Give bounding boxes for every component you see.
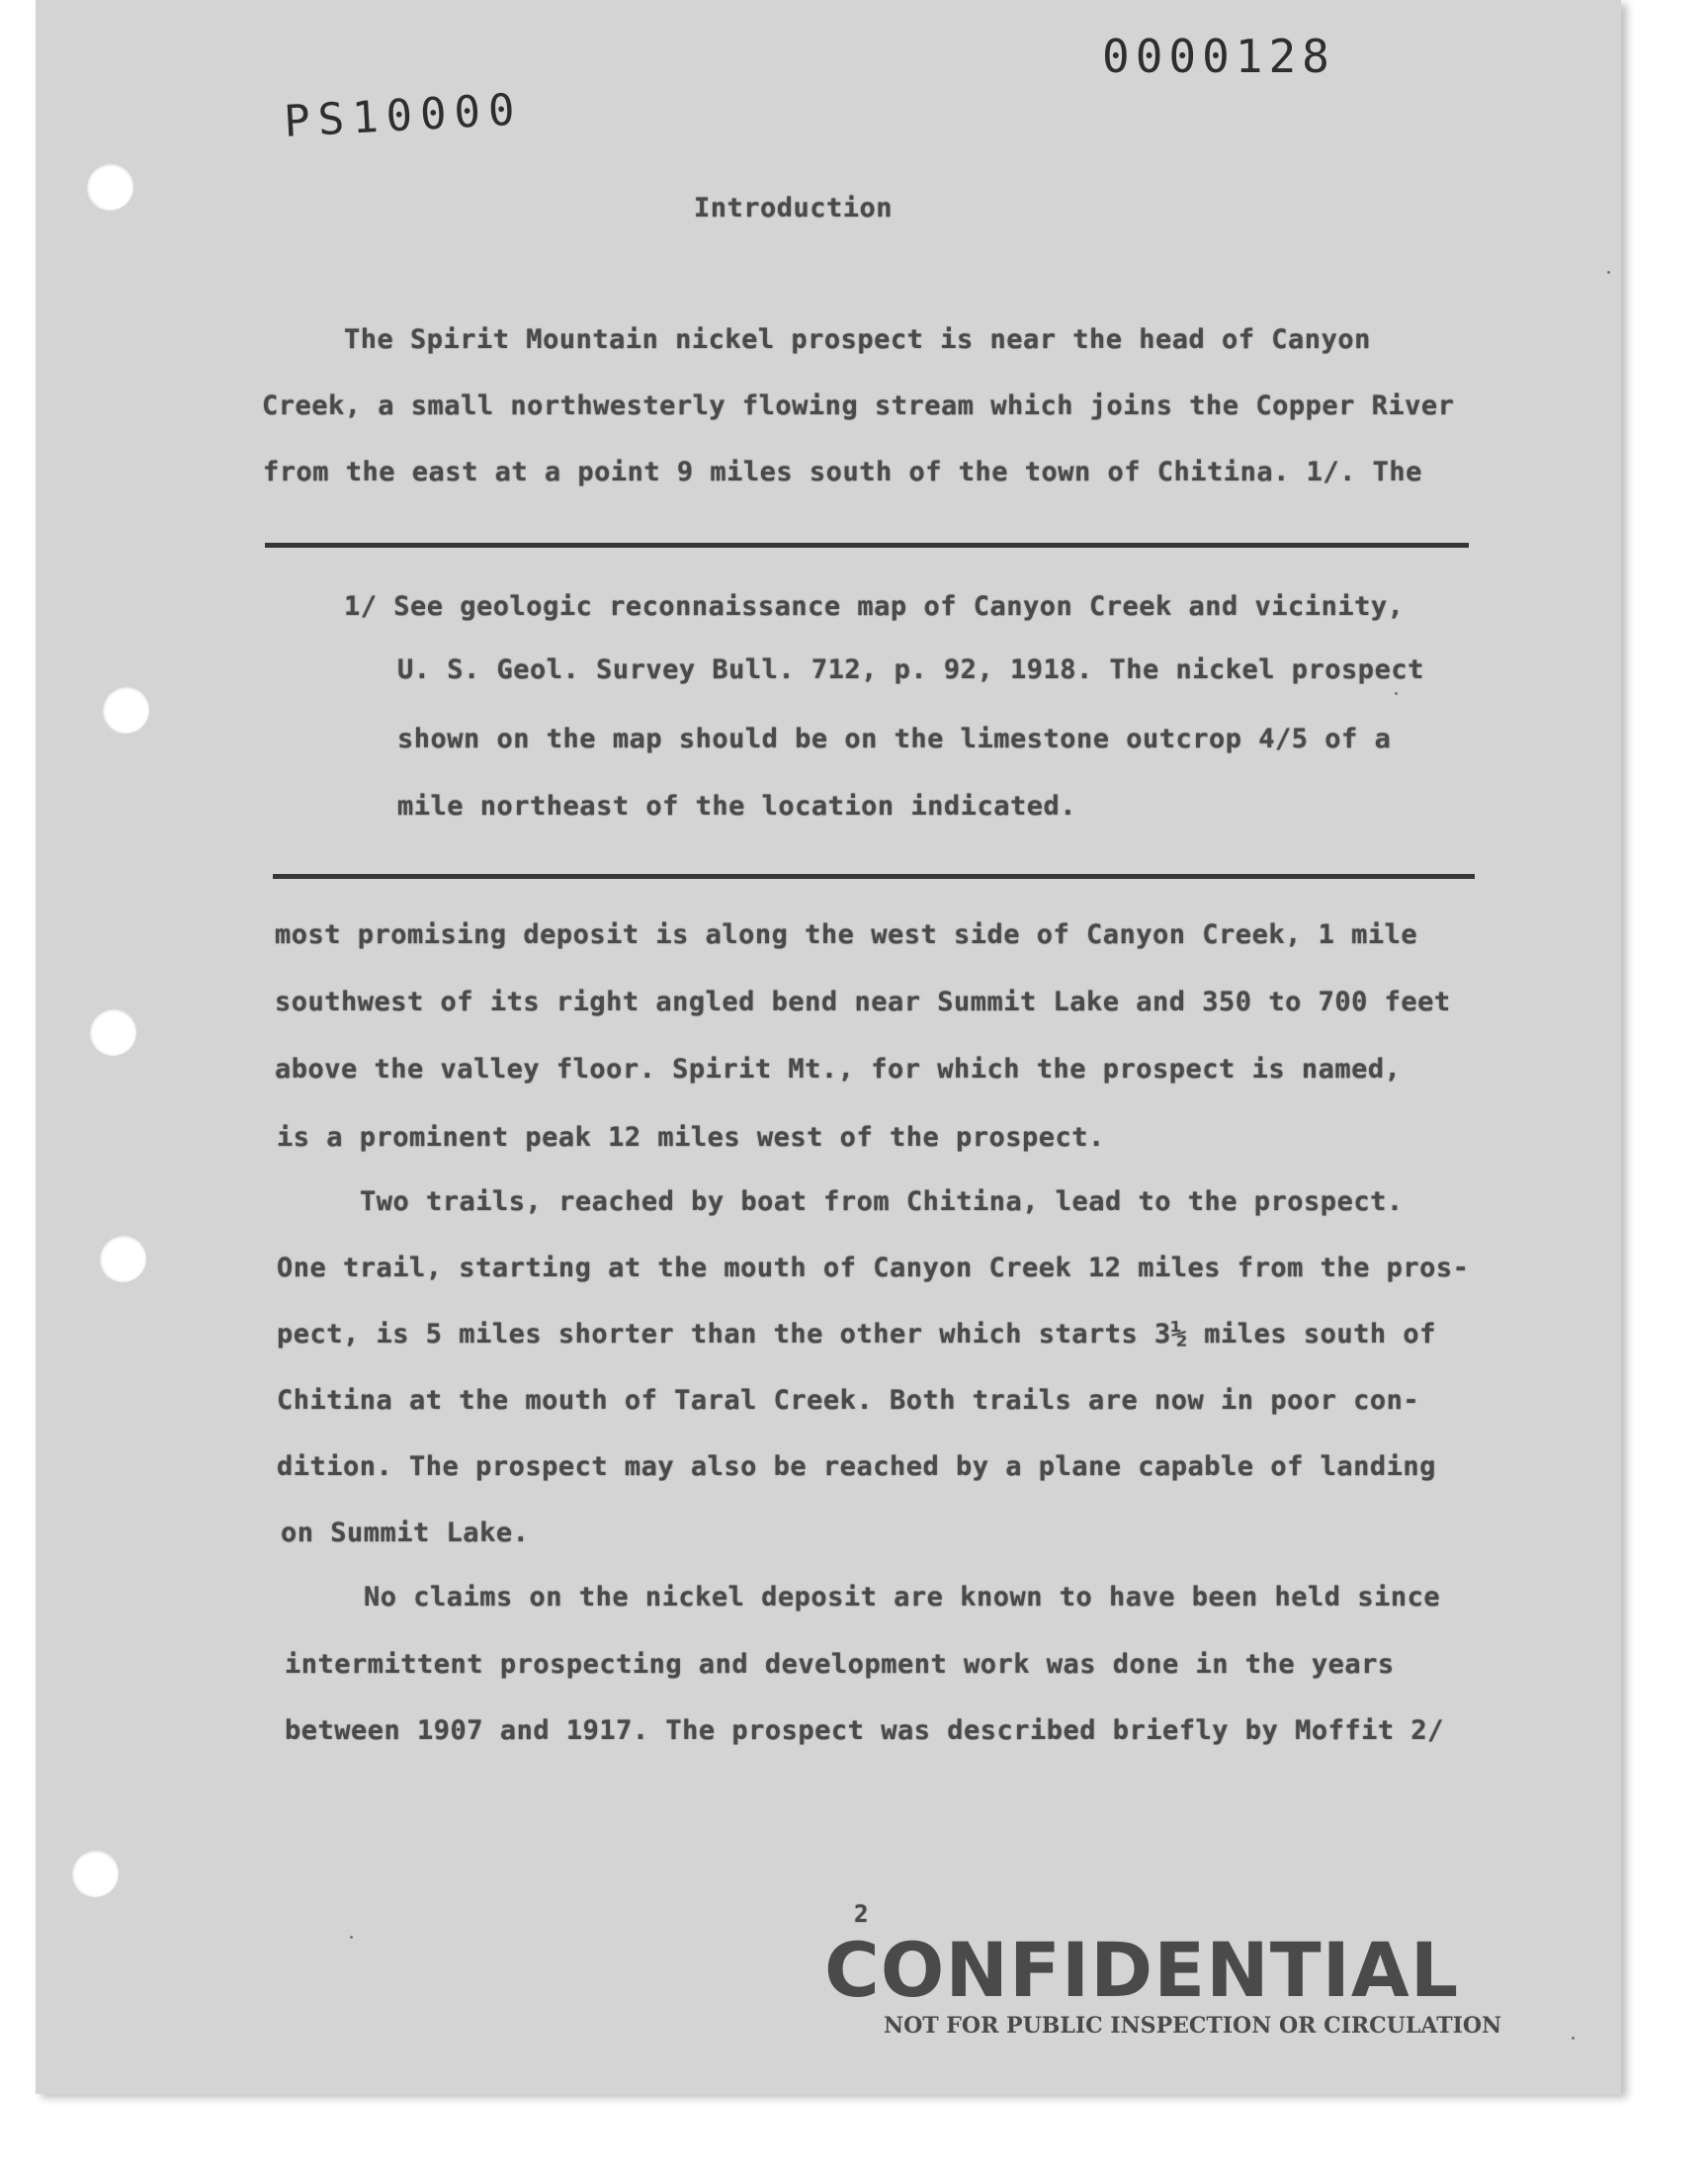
paper-speck bbox=[350, 1936, 353, 1939]
paragraph-line: above the valley floor. Spirit Mt., for which the prospect is named, bbox=[275, 1054, 1402, 1085]
paragraph-line: intermittent prospecting and development work was done in the years bbox=[285, 1649, 1395, 1680]
paragraph-line: is a prominent peak 12 miles west of the prospect. bbox=[277, 1122, 1105, 1153]
footnote-line: U. S. Geol. Survey Bull. 712, p. 92, 1918. The nickel prospect bbox=[397, 654, 1424, 685]
paper-speck bbox=[1395, 692, 1398, 695]
footnote-rule-top bbox=[265, 543, 1469, 548]
document-page bbox=[36, 0, 1621, 2094]
paragraph-line: Chitina at the mouth of Taral Creek. Both trails are now in poor con- bbox=[277, 1385, 1420, 1416]
binder-hole bbox=[102, 686, 149, 734]
footnote-line: mile northeast of the location indicated. bbox=[397, 791, 1076, 822]
stamp-subtitle: NOT FOR PUBLIC INSPECTION OR CIRCULATION bbox=[884, 2013, 1502, 2039]
binder-hole bbox=[71, 1850, 119, 1897]
paragraph-line: dition. The prospect may also be reached by a plane capable of landing bbox=[277, 1451, 1436, 1482]
footnote-line: 1/ See geologic reconnaissance map of Canyon Creek and vicinity, bbox=[344, 591, 1405, 622]
paragraph-line: pect, is 5 miles shorter than the other which starts 3½ miles south of bbox=[277, 1319, 1436, 1349]
paragraph-line: between 1907 and 1917. The prospect was described briefly by Moffit 2/ bbox=[285, 1715, 1444, 1746]
paragraph-line: most promising deposit is along the west side of Canyon Creek, 1 mile bbox=[275, 919, 1418, 950]
document-number: 0000128 bbox=[1102, 30, 1335, 83]
paragraph-line: Two trails, reached by boat from Chitina, lead to the prospect. bbox=[360, 1186, 1404, 1217]
paper-speck bbox=[1572, 2037, 1575, 2040]
binder-hole bbox=[89, 1008, 136, 1056]
paper-speck bbox=[1607, 271, 1610, 274]
paragraph-line: from the east at a point 9 miles south of the town of Chitina. 1/. The bbox=[263, 457, 1422, 487]
confidential-stamp: CONFIDENTIAL bbox=[824, 1926, 1460, 2014]
footnote-line: shown on the map should be on the limestone outcrop 4/5 of a bbox=[397, 724, 1392, 754]
paragraph-line: The Spirit Mountain nickel prospect is near the head of Canyon bbox=[344, 324, 1371, 355]
paragraph-line: Creek, a small northwesterly flowing stream which joins the Copper River bbox=[262, 391, 1455, 421]
footnote-rule-bottom bbox=[273, 874, 1475, 879]
page-title: Introduction bbox=[694, 193, 894, 223]
paragraph-line: southwest of its right angled bend near Summit Lake and 350 to 700 feet bbox=[275, 987, 1451, 1017]
page-number: 2 bbox=[854, 1900, 869, 1928]
paragraph-line: One trail, starting at the mouth of Canyon Creek 12 miles from the pros- bbox=[277, 1253, 1470, 1283]
handwritten-file-number: PS10000 bbox=[283, 84, 524, 147]
binder-hole bbox=[86, 163, 133, 211]
binder-hole bbox=[99, 1235, 146, 1282]
paragraph-line: No claims on the nickel deposit are known to have been held since bbox=[364, 1582, 1441, 1612]
paragraph-line: on Summit Lake. bbox=[281, 1518, 530, 1548]
